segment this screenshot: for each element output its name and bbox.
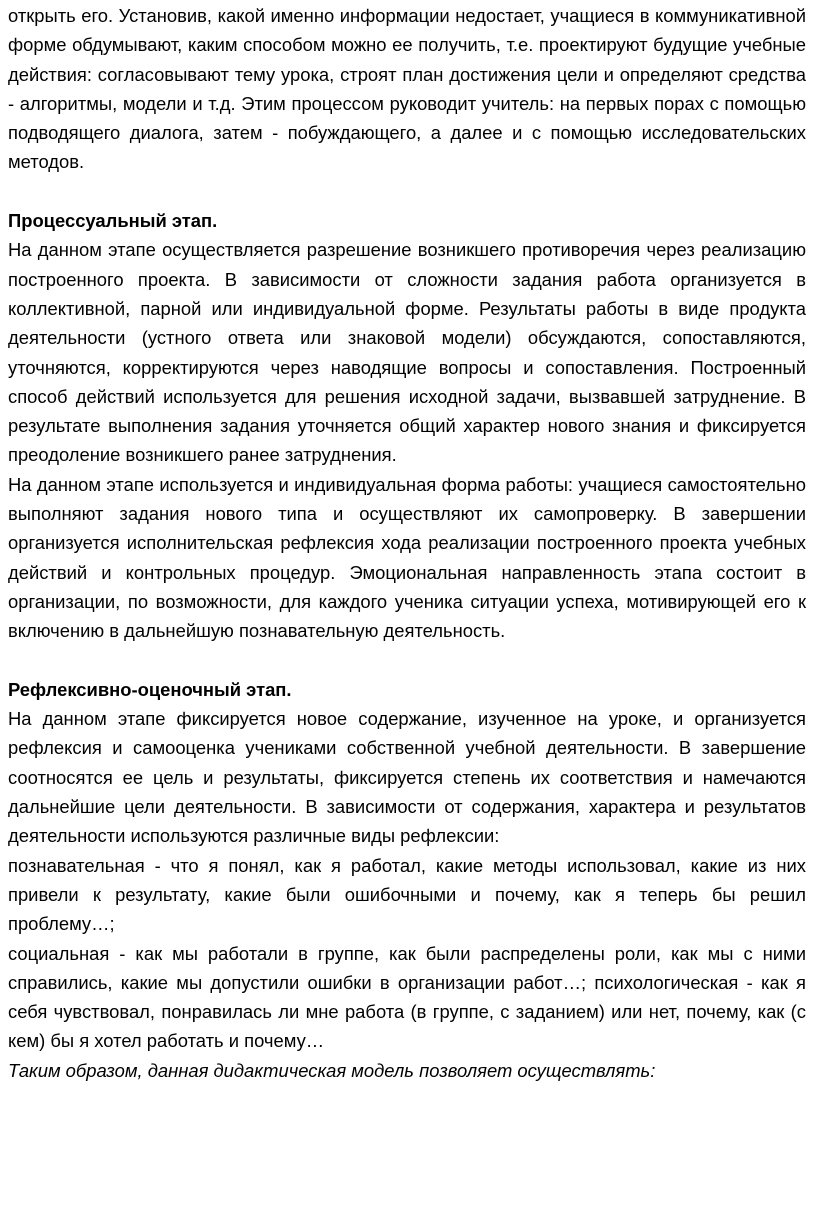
process-stage-heading: Процессуальный этап. xyxy=(8,210,218,232)
process-stage-paragraph-1: На данном этапе осуществляется разрешение возникшего противоречия через реализацию построенного проекта. В зависимости от сложности задания работа организуется в коллективной, парной или индивидуальной форме. Результаты работы в виде продукта деятельности (устного ответа или знаковой модели) обсуждаются, сопоставляются, уточняются, корректируются через наводящие вопросы и сопоставления. Построенный способ действий используется для решения исходной задачи, вызвавшей затруднение. В результате выполнения задания уточняется общий характер нового знания и фиксируется преодоление возникшего ранее затруднения. xyxy=(8,239,806,466)
process-stage-paragraph-2: На данном этапе используется и индивидуальная форма работы: учащиеся самостоятельно выполняют задания нового типа и осуществляют их самопроверку. В завершении организуется исполнительская рефлексия хода реализации построенного проекта учебных действий и контрольных процедур. Эмоциональная направленность этапа состоит в организации, по возможности, для каждого ученика ситуации успеха, мотивирующей его к включению в дальнейшую познавательную деятельность. xyxy=(8,473,806,642)
reflexive-stage-paragraph-1: На данном этапе фиксируется новое содержание, изученное на уроке, и организуется рефлексия и самооценка учениками собственной учебной деятельности. В завершение соотносятся ее цель и результаты, фиксируется степень их соответствия и намечаются дальнейшие цели деятельности. В зависимости от содержания, характера и результатов деятельности используются различные виды рефлексии: xyxy=(8,708,806,847)
reflexive-stage-paragraph-3: социальная - как мы работали в группе, как были распределены роли, как мы с ними справились, какие мы допустили ошибки в организации работ…; психологическая - как я себя чувствовал, понравилась ли мне работа (в группе, с заданием) или нет, почему, как (с кем) бы я хотел работать и почему… xyxy=(8,942,806,1052)
section-spacer xyxy=(8,646,806,675)
reflexive-stage-heading: Рефлексивно-оценочный этап. xyxy=(8,678,292,700)
section-spacer xyxy=(8,177,806,206)
reflexive-stage-paragraph-2: познавательная - что я понял, как я работал, какие методы использовал, какие из них привели к результату, какие были ошибочными и почему, как я теперь бы решил проблему…; xyxy=(8,854,806,935)
intro-paragraph: открыть его. Установив, какой именно информации недостает, учащиеся в коммуникативной форме обдумывают, каким способом можно ее получить, т.е. проектируют будущие учебные действия: согласовывают тему урока, строят план достижения цели и определяют средства - алгоритмы, модели и т.д. Этим процессом руководит учитель: на первых порах с помощью подводящего диалога, затем - побуждающего, а далее и с помощью исследовательских методов. xyxy=(8,5,806,173)
closing-italic-line: Таким образом, данная дидактическая модель позволяет осуществлять: xyxy=(8,1059,656,1081)
